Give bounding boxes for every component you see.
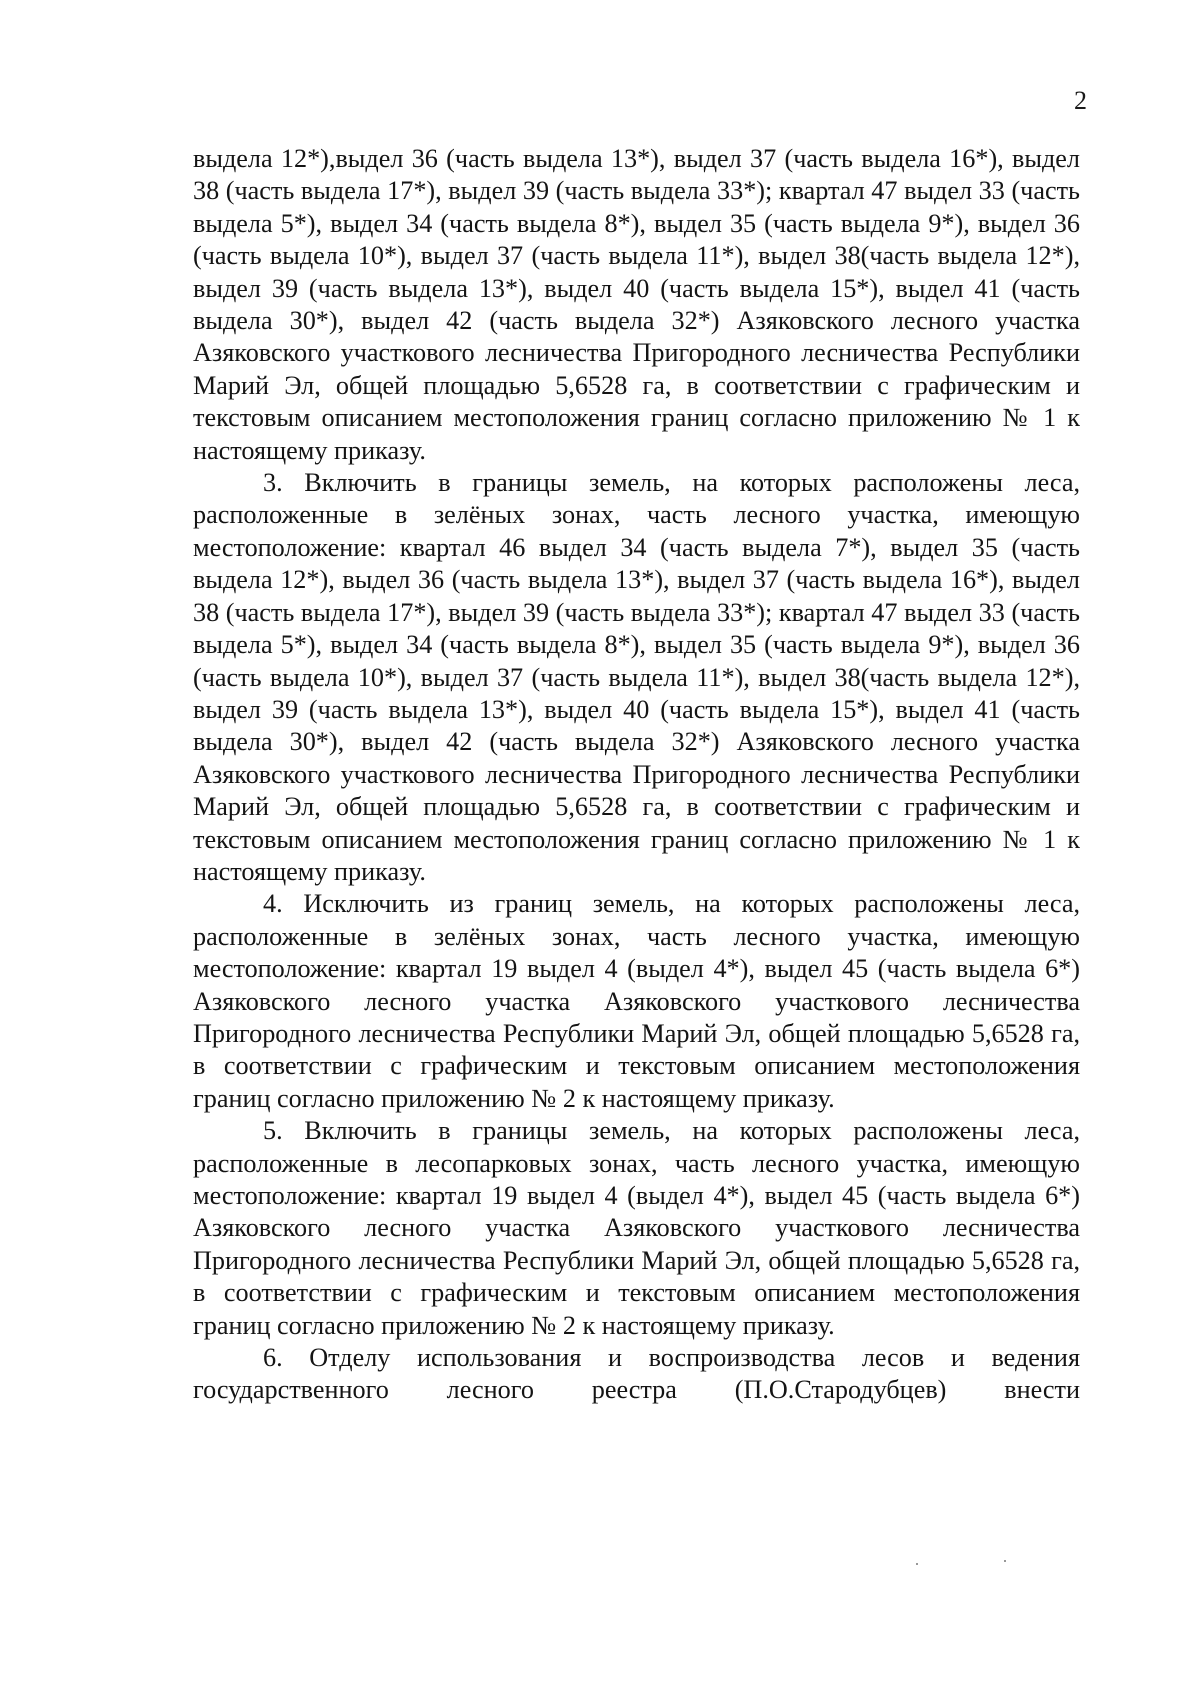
paragraph-item-4: 4. Исключить из границ земель, на которых расположены леса, расположенные в зелёных зонах, часть лесного участка, имеющую местоположение: квартал 19 выдел 4 (выдел 4*), выдел 45 (часть выдела 6*) Азяковского лесного участка Азяковского участкового лесничества Пригородного лесничества Республики Марий Эл, общей площадью 5,6528 га, в соответствии с графическим и текстовым описанием местоположения границ согласно приложению № 2 к настоящему приказу.	[193, 889, 1080, 1113]
page-number: 2	[1074, 86, 1087, 115]
scan-speck	[1004, 1560, 1006, 1562]
paragraph-continuation: выдела 12*),выдел 36 (часть выдела 13*), выдел 37 (часть выдела 16*), выдел 38 (часть выдела 17*), выдел 39 (часть выдела 33*); квартал 47 выдел 33 (часть выдела 5*), выдел 34 (часть выдела 8*), выдел 35 (часть выдела 9*), выдел 36 (часть выдела 10*), выдел 37 (часть выдела 11*), выдел 38(часть выдела 12*), выдел 39 (часть выдела 13*), выдел 40 (часть выдела 15*), выдел 41 (часть выдела 30*), выдел 42 (часть выдела 32*) Азяковского лесного участка Азяковского участкового лесничества Пригородного лесничества Республики Марий Эл, общей площадью 5,6528 га, в соответствии с графическим и текстовым описанием местоположения границ согласно приложению № 1 к настоящему приказу.	[193, 144, 1080, 465]
paragraph-item-6: 6. Отделу использования и воспроизводства лесов и ведения государственного лесного реестра (П.О.Стародубцев) внести	[193, 1343, 1080, 1405]
document-body	[193, 143, 1080, 1407]
paragraph-item-3: 3. Включить в границы земель, на которых расположены леса, расположенные в зелёных зонах, часть лесного участка, имеющую местоположение: квартал 46 выдел 34 (часть выдела 7*), выдел 35 (часть выдела 12*), выдел 36 (часть выдела 13*), выдел 37 (часть выдела 16*), выдел 38 (часть выдела 17*), выдел 39 (часть выдела 33*); квартал 47 выдел 33 (часть выдела 5*), выдел 34 (часть выдела 8*), выдел 35 (часть выдела 9*), выдел 36 (часть выдела 10*), выдел 37 (часть выдела 11*), выдел 38(часть выдела 12*), выдел 39 (часть выдела 13*), выдел 40 (часть выдела 15*), выдел 41 (часть выдела 30*), выдел 42 (часть выдела 32*) Азяковского лесного участка Азяковского участкового лесничества Пригородного лесничества Республики Марий Эл, общей площадью 5,6528 га, в соответствии с графическим и текстовым описанием местоположения границ согласно приложению № 1 к настоящему приказу.	[193, 468, 1080, 886]
scan-speck	[916, 1563, 918, 1565]
paragraph-item-5: 5. Включить в границы земель, на которых расположены леса, расположенные в лесопарковых зонах, часть лесного участка, имеющую местоположение: квартал 19 выдел 4 (выдел 4*), выдел 45 (часть выдела 6*) Азяковского лесного участка Азяковского участкового лесничества Пригородного лесничества Республики Марий Эл, общей площадью 5,6528 га, в соответствии с графическим и текстовым описанием местоположения границ согласно приложению № 2 к настоящему приказу.	[193, 1116, 1080, 1340]
